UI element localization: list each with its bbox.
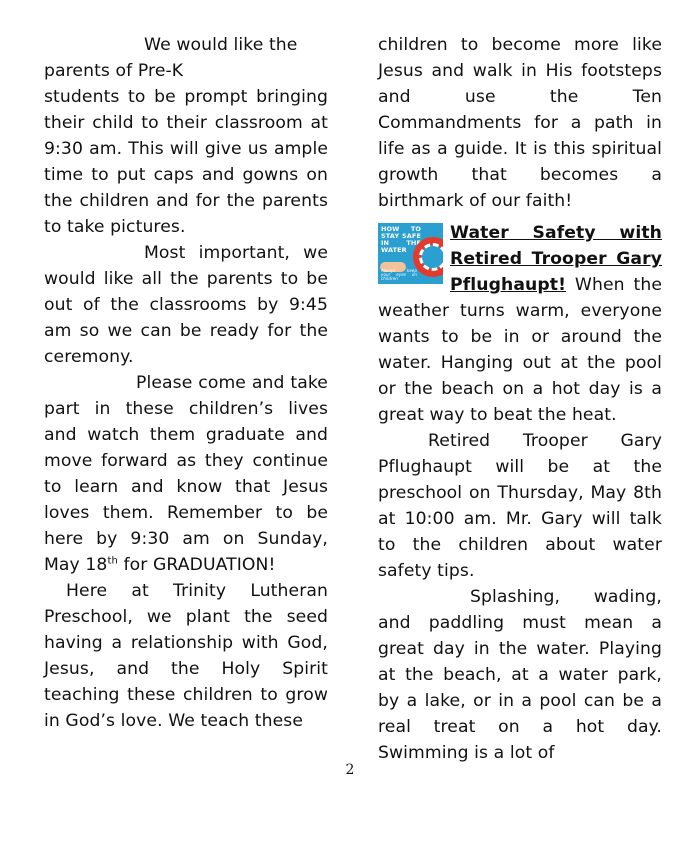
- water-safety-image: [378, 223, 443, 284]
- paragraph-spiritual-growth: children to become more like Jesus and walk in His footsteps and use the Ten Commandments for a path in life as a guide. It is this spiritual growth that becomes a birthmark of our faith!: [378, 35, 662, 211]
- paragraph-splashing: Splashing, wading, and paddling must mean a great day in the water. Playing at the beach, at a water park, by a lake, or in a pool can be a real treat on a hot day. Swimming is a lot of: [378, 587, 662, 763]
- right-column: [378, 32, 662, 766]
- life-ring-icon: [413, 237, 443, 277]
- water-safety-heading: Water Safety with Retired Trooper Gary Pflughaupt!: [450, 223, 662, 295]
- left-column: [44, 32, 328, 734]
- graduation-text: Please come and take part in these children’s lives and watch them graduate and move forward as they continue to learn and know that Jesus loves them. Remember to be here by 9:30 am on Sunday, May 18: [44, 373, 328, 575]
- paragraph-graduation: [44, 370, 328, 578]
- paragraph-parents-out: Most important, we would like all the parents to be out of the classrooms by 9:45 am so we can be ready for the ceremony.: [44, 243, 328, 367]
- paragraph-trinity: Here at Trinity Lutheran Preschool, we plant the seed having a relationship with God, Jesus, and the Holy Spirit teaching these children to grow in God’s love. We teach these: [44, 581, 328, 731]
- water-safety-text: When the weather turns warm, everyone wants to be in or around the water. Hanging out at the pool or the beach on a hot day is a great way to beat the heat.: [378, 275, 662, 425]
- paragraph-prek-intro: [44, 32, 328, 84]
- date-suffix: th: [107, 555, 118, 567]
- image-title: HOW TO STAY SAFE IN THE WATER: [381, 225, 421, 254]
- graduation-tail: for GRADUATION!: [117, 555, 276, 575]
- image-caption: Always keep your eyes on children: [381, 268, 417, 281]
- page-number: 2: [345, 762, 355, 778]
- paragraph-prek-prompt: students to be prompt bringing their child to their classroom at 9:30 am. This will give us ample time to put caps and gowns on the children and for the parents to take pictures.: [44, 87, 328, 237]
- paragraph-trooper-visit: Retired Trooper Gary Pflughaupt will be at the preschool on Thursday, May 8th at 10:00 am. Mr. Gary will talk to the children about water safety tips.: [378, 431, 662, 581]
- paragraph-water-safety: [378, 220, 662, 428]
- paragraph-text: We would like the parents of Pre-K: [44, 35, 298, 81]
